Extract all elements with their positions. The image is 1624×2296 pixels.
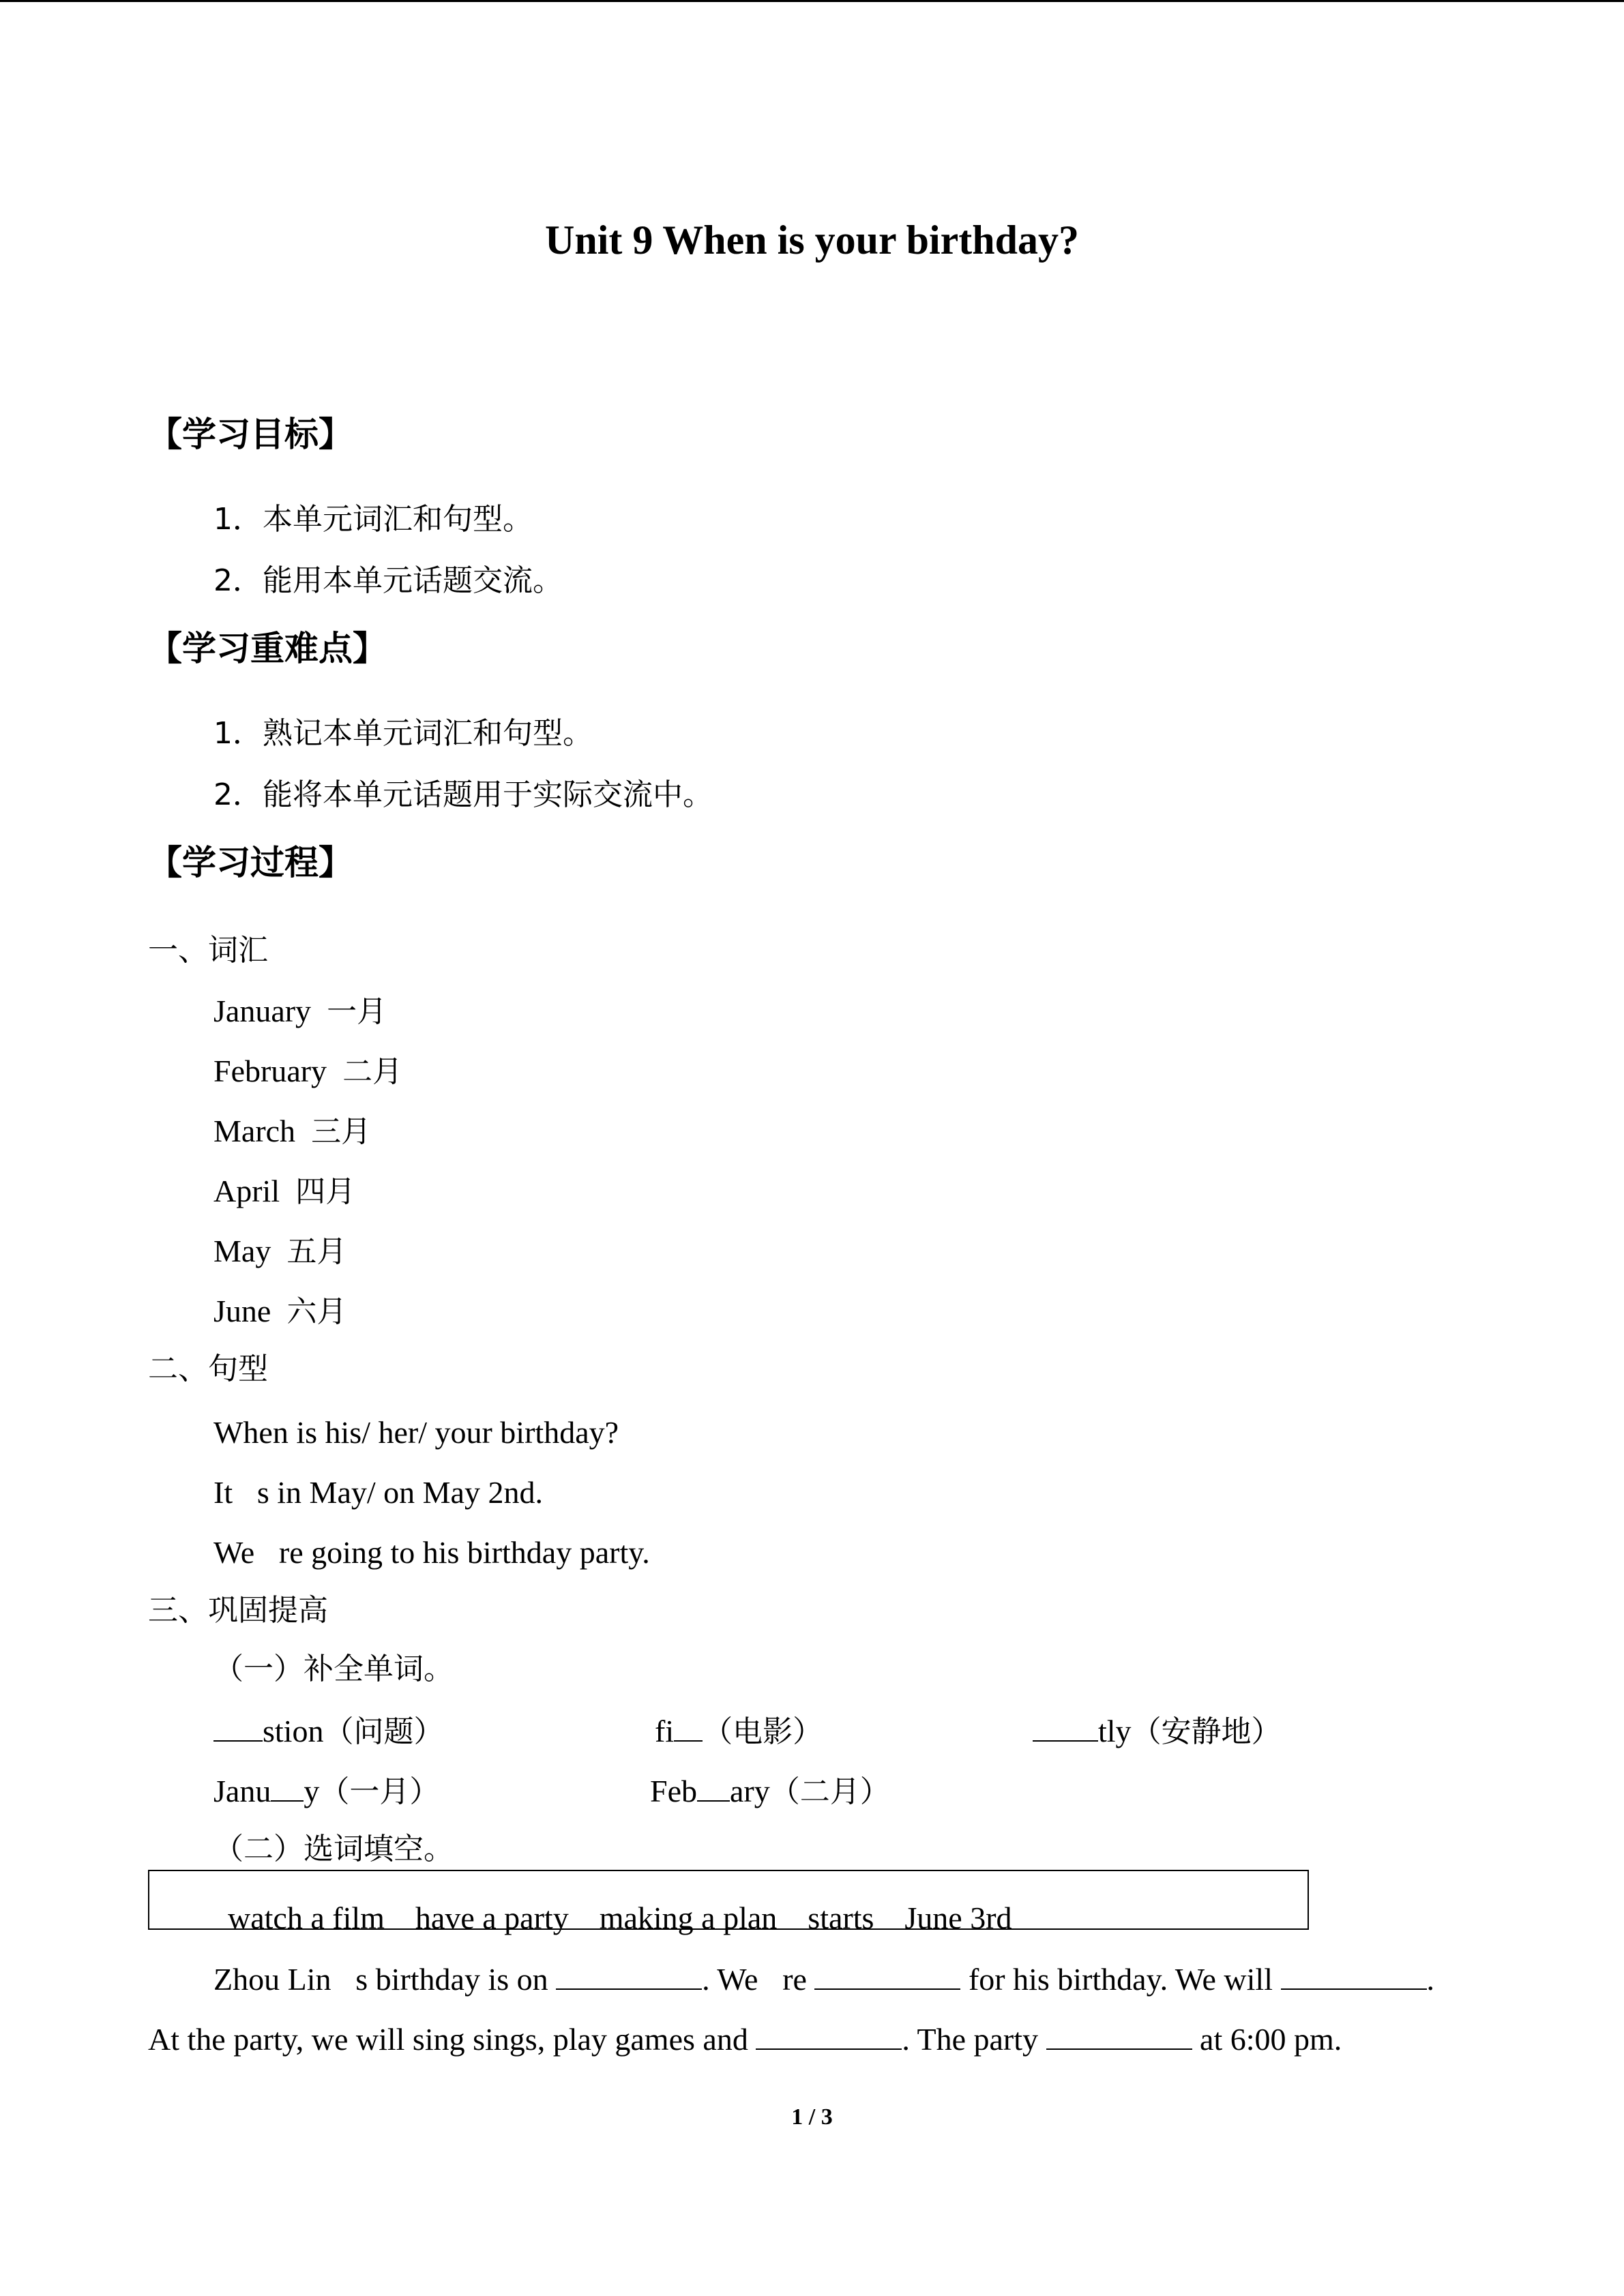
word-part: y bbox=[304, 1774, 320, 1808]
word-part: Janu bbox=[213, 1774, 271, 1808]
word-bank bbox=[228, 1900, 1012, 1935]
passage-text: . The party bbox=[902, 2022, 1039, 2057]
word-part: ary bbox=[730, 1774, 770, 1808]
vocab-item bbox=[213, 1116, 371, 1147]
passage-line-2 bbox=[148, 2023, 1342, 2055]
sentence-3: We re going to his birthday party. bbox=[213, 1535, 650, 1570]
vocab-zh: 三月 bbox=[311, 1114, 372, 1149]
word-bank-item: making a plan bbox=[599, 1900, 778, 1935]
word-hint: （电影） bbox=[703, 1714, 823, 1749]
word-hint: （一月） bbox=[319, 1774, 440, 1809]
vocab-item bbox=[213, 1296, 346, 1327]
vocab-item bbox=[213, 1056, 402, 1087]
answer-blank[interactable] bbox=[271, 1774, 304, 1802]
vocab-en: January bbox=[213, 994, 312, 1028]
vocab-zh: 四月 bbox=[295, 1174, 356, 1209]
fill-word-quietly bbox=[1033, 1714, 1282, 1747]
passage-text: for his birthday. We will bbox=[968, 1962, 1273, 1997]
vocab-zh: 一月 bbox=[327, 994, 387, 1029]
word-part: fi bbox=[655, 1714, 675, 1748]
fill-word-january bbox=[213, 1774, 439, 1807]
practice-label: 三、巩固提高 bbox=[148, 1593, 328, 1628]
vocab-zh: 六月 bbox=[286, 1294, 347, 1329]
vocab-en: June bbox=[213, 1294, 271, 1328]
word-bank-box bbox=[148, 1870, 1309, 1935]
vocab-en: February bbox=[213, 1054, 327, 1088]
fill-word-february bbox=[650, 1774, 890, 1807]
vocab-en: March bbox=[213, 1114, 296, 1148]
passage-text: at 6:00 pm. bbox=[1200, 2022, 1342, 2057]
answer-blank[interactable] bbox=[213, 1714, 263, 1742]
vocab-en: April bbox=[213, 1174, 280, 1208]
fill-word-question bbox=[213, 1714, 443, 1747]
page-number: 1 / 3 bbox=[791, 2104, 833, 2130]
word-bank-item: starts bbox=[808, 1900, 874, 1935]
vocab-zh: 五月 bbox=[286, 1234, 347, 1269]
word-bank-item: have a party bbox=[415, 1900, 569, 1935]
vocab-en: May bbox=[213, 1234, 271, 1268]
fill-letters-label: （一）补全单词。 bbox=[213, 1652, 454, 1686]
key-point-item-1: 1．熟记本单元词汇和句型。 bbox=[213, 716, 593, 751]
word-part: stion bbox=[263, 1714, 324, 1748]
passage-blank[interactable] bbox=[814, 1963, 960, 1990]
key-points-heading: 【学习重难点】 bbox=[148, 629, 387, 668]
word-part: tly bbox=[1098, 1714, 1132, 1748]
passage-text: . bbox=[1426, 1962, 1434, 1997]
objectives-heading: 【学习目标】 bbox=[148, 415, 353, 454]
answer-blank[interactable] bbox=[697, 1774, 730, 1802]
fill-word-film bbox=[655, 1714, 823, 1747]
sentence-1: When is his/ her/ your birthday? bbox=[213, 1415, 619, 1450]
sentences-label: 二、句型 bbox=[148, 1352, 268, 1386]
word-bank-item: watch a film bbox=[228, 1900, 385, 1935]
passage-text: . We re bbox=[702, 1962, 807, 1997]
passage-blank[interactable] bbox=[1281, 1963, 1427, 1990]
word-hint: （二月） bbox=[769, 1774, 890, 1809]
passage-text: At the party, we will sing sings, play games and bbox=[148, 2022, 748, 2057]
passage-text: Zhou Lin s birthday is on bbox=[213, 1962, 548, 1997]
answer-blank[interactable] bbox=[1033, 1714, 1098, 1742]
word-hint: （问题） bbox=[323, 1714, 444, 1749]
vocab-label: 一、词汇 bbox=[148, 933, 268, 968]
passage-blank[interactable] bbox=[556, 1963, 702, 1990]
word-bank-item: June 3rd bbox=[904, 1900, 1012, 1935]
vocab-item bbox=[213, 1176, 355, 1207]
word-part: Feb bbox=[650, 1774, 697, 1808]
answer-blank[interactable] bbox=[674, 1714, 703, 1742]
key-point-item-2: 2．能将本单元话题用于实际交流中。 bbox=[213, 777, 713, 812]
word-hint: （安静地） bbox=[1131, 1714, 1282, 1749]
objective-item-2: 2．能用本单元话题交流。 bbox=[213, 563, 563, 598]
vocab-zh: 二月 bbox=[342, 1054, 403, 1089]
passage-line-1 bbox=[213, 1963, 1434, 1995]
objective-item-1: 1．本单元词汇和句型。 bbox=[213, 502, 533, 537]
sentence-2: It s in May/ on May 2nd. bbox=[213, 1475, 543, 1510]
vocab-item bbox=[213, 1236, 346, 1267]
process-heading: 【学习过程】 bbox=[148, 843, 353, 882]
top-border bbox=[0, 0, 1624, 2]
page-title: Unit 9 When is your birthday? bbox=[545, 218, 1079, 263]
choose-label: （二）选词填空。 bbox=[213, 1832, 454, 1866]
vocab-item bbox=[213, 996, 387, 1027]
passage-blank[interactable] bbox=[756, 2023, 902, 2050]
passage-blank[interactable] bbox=[1046, 2023, 1192, 2050]
